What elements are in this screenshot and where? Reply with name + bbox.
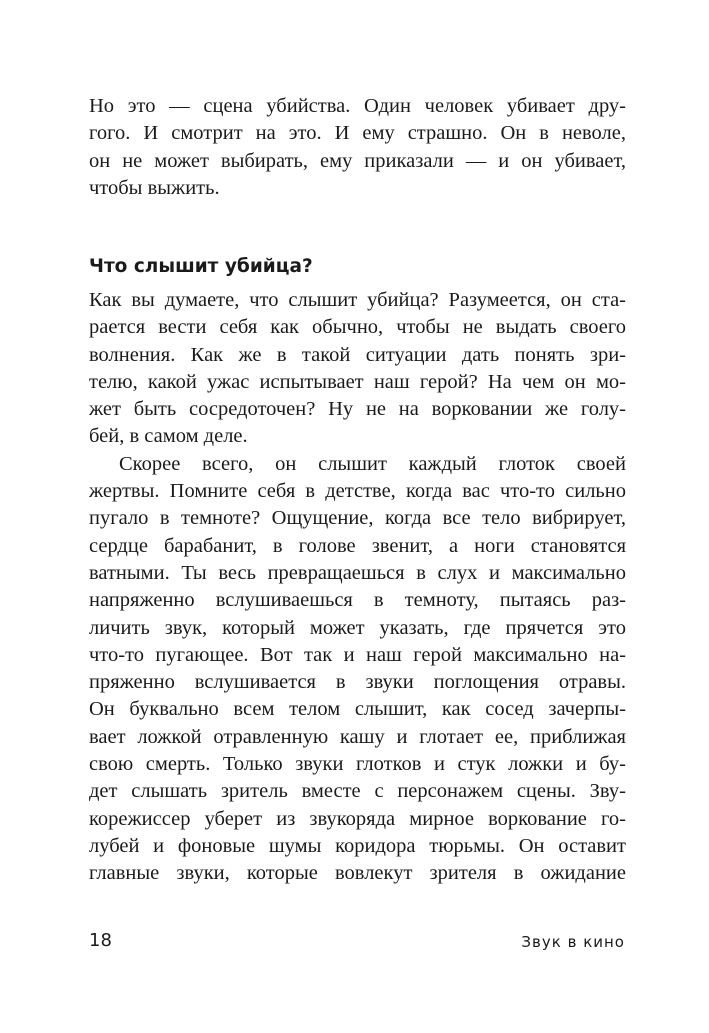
paragraph-2	[89, 287, 626, 451]
text-line: жертвы. Помните себя в детстве, когда вас что-то сильно	[89, 480, 626, 503]
text-line: Но это — сцена убийства. Один человек убивает дру-	[89, 95, 626, 117]
page-number: 18	[89, 930, 112, 951]
text-line: лубей и фоновые шумы коридора тюрьмы. Он оставит	[89, 834, 626, 857]
text-line: личить звук, который может указать, где прячется это	[89, 616, 626, 639]
text-line: вает ложкой отравленную кашу и глотает ее, приближая	[89, 725, 626, 748]
text-line: дет слышать зритель вместе с персонажем сцены. Зву-	[89, 780, 626, 803]
text-line: пугало в темноте? Ощущение, когда все тело вибрирует,	[89, 507, 626, 530]
text-line: напряженно вслушиваешься в темноту, пытаясь раз-	[89, 589, 626, 612]
text-line: свою смерть. Только звуки глотков и стук ложки и бу-	[89, 753, 626, 776]
text-line: чтобы выжить.	[89, 176, 220, 199]
text-line: Скорее всего, он слышит каждый глоток своей	[119, 452, 626, 475]
section-heading: Что слышит убийца?	[89, 256, 313, 277]
text-line: Он буквально всем телом слышит, как сосед зачерпы-	[89, 698, 626, 721]
text-line: ватными. Ты весь превращаешься в слух и максимально	[89, 561, 626, 584]
text-line: что-то пугающее. Вот так и наш герой максимально на-	[89, 643, 626, 666]
text-line: он не может выбирать, ему приказали — и он убивает,	[89, 149, 626, 172]
text-line: сердце барабанит, в голове звенит, а ноги становятся	[89, 534, 626, 557]
text-line: пряженно вслушивается в звуки поглощения отравы.	[89, 671, 626, 694]
text-line: волнения. Как же в такой ситуации дать понять зри-	[89, 343, 626, 366]
text-line: главные звуки, которые вовлекут зрителя в ожидание	[89, 862, 626, 885]
text-line: жет быть сосредоточен? Ну не на ворковании же голу-	[89, 398, 626, 421]
running-footer-title: Звук в кино	[521, 933, 625, 951]
text-line: Как вы думаете, что слышит убийца? Разумеется, он ста-	[89, 289, 626, 311]
text-line: корежиссер уберет из звукоряда мирное воркование го-	[89, 807, 626, 830]
paragraph-3	[89, 451, 626, 888]
text-line: рается вести себя как обычно, чтобы не выдать своего	[89, 316, 626, 339]
text-line: телю, какой ужас испытывает наш герой? На чем он мо-	[89, 370, 626, 393]
text-line: бей, в самом деле.	[89, 425, 248, 448]
text-line: гого. И смотрит на это. И ему страшно. Он в неволе,	[89, 122, 626, 145]
body-text	[89, 287, 626, 888]
paragraph-1	[89, 93, 626, 202]
